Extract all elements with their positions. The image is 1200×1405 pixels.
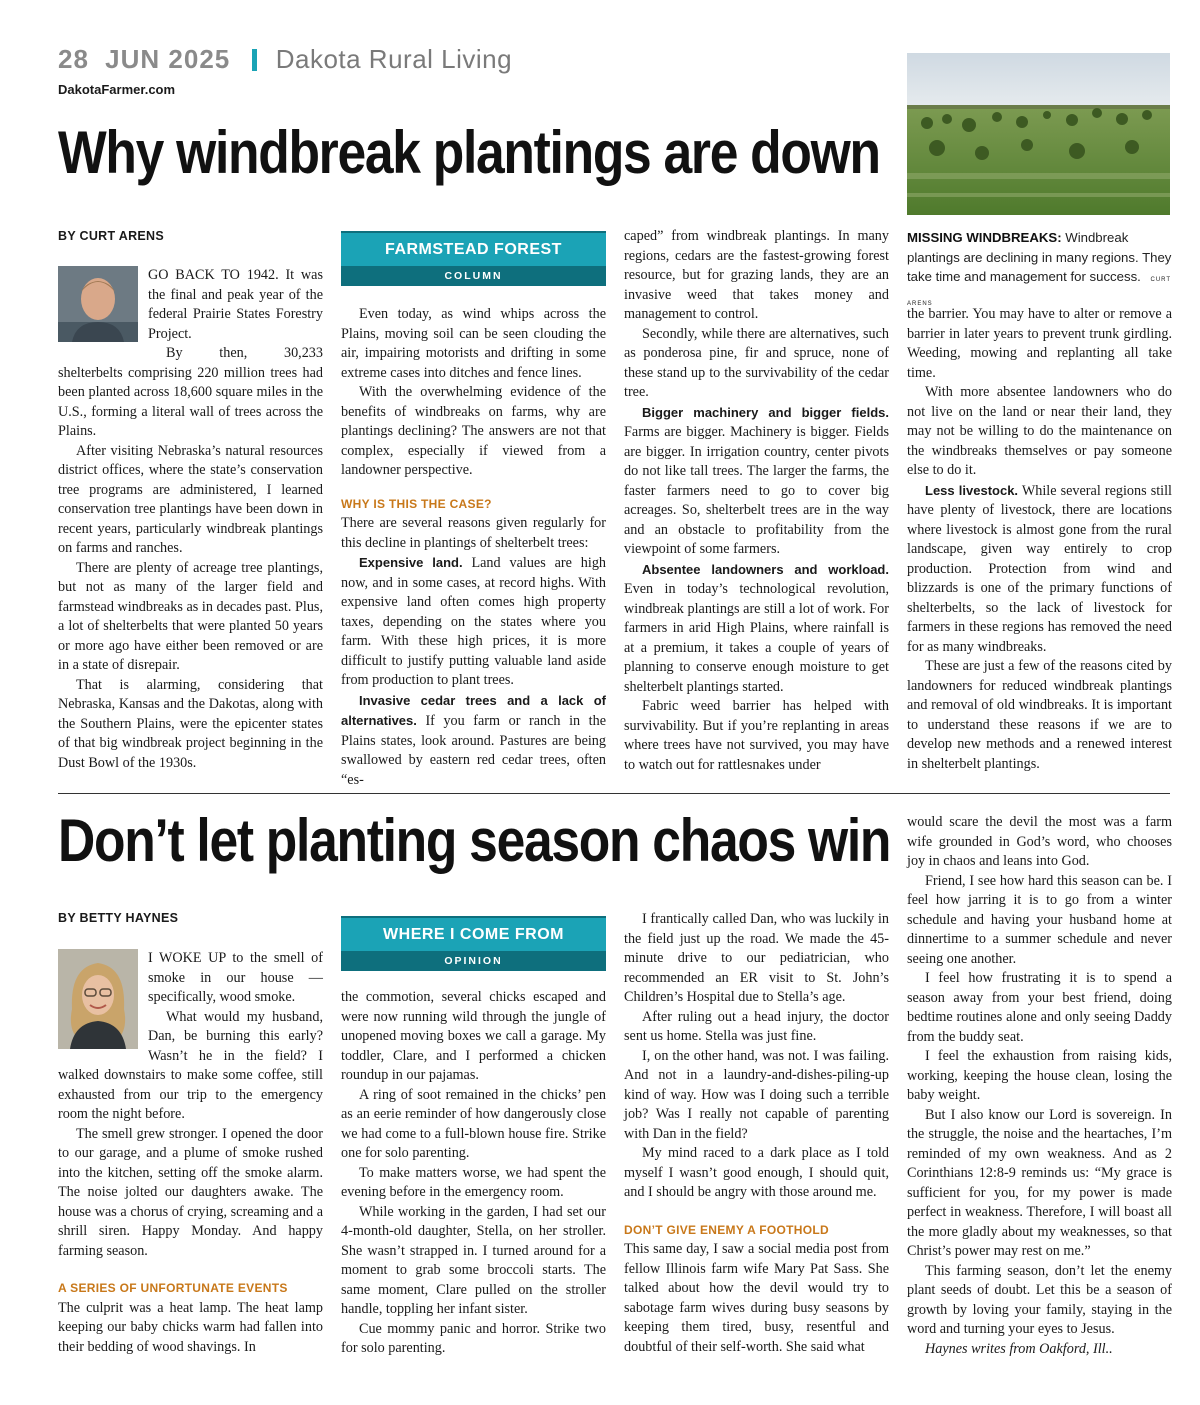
article1-byline: BY CURT ARENS [58, 229, 164, 243]
article1-text: Land values are high now, and in some cases, at record highs. With expensive land often comes high property taxes, depending on the states where you farm. With these high prices, it is more difficult to justify putting valuable land aside from production to plant trees. [341, 555, 607, 688]
subhead-series-of-unfortunate-events: A SERIES OF UNFORTUNATE EVENTS [58, 1281, 288, 1295]
subhead-dont-give-enemy-a-foothold: DON’T GIVE ENEMY A FOOTHOLD [624, 1222, 829, 1237]
page-number: 28 [58, 44, 89, 74]
article1-column-4 [907, 305, 1172, 774]
article2-byline: BY BETTY HAYNES [58, 911, 179, 925]
article2-paragraph: To make matters worse, we had spent the evening before in the emergency room. [341, 1164, 606, 1200]
header-divider [252, 49, 257, 71]
article1-paragraph [341, 553, 606, 691]
column-banner-where-i-come-from [341, 916, 606, 971]
article2-paragraph: the commotion, several chicks escaped and were now running wild through the jungle of unopened moving boxes we call a garage. My toddler, Clare, and I performed a chicken roundup in our pajamas. [341, 989, 606, 1083]
article2-column-3 [624, 910, 889, 1357]
article1-text: Even in today’s technological revolution, windbreak plantings are still a lot of work. For farmers in arid High Plains, where rainfall is at a premium, it takes a couple of years of planning to conserve enough moisture to get shelterbelt plantings started. [624, 581, 889, 695]
article1-column-1 [58, 266, 323, 773]
article2-column-4 [907, 813, 1172, 1359]
article1-paragraph: There are plenty of acreage tree plantings, but not as many of the larger field and farmstead windbreaks as in decades past. Plus, a lot of shelterbelts that were planted 50 years or more ago have either been removed or are in a state of disrepair. [58, 559, 323, 673]
article1-paragraph: There are several reasons given regularly for this decline in plantings of shelterbelt trees: [341, 515, 606, 551]
article2-paragraph: I WOKE UP to the smell of smoke in our house — specifically, wood smoke. [148, 950, 323, 1005]
article-divider [58, 793, 1170, 794]
article1-paragraph: Secondly, while there are alternatives, such as ponderosa pine, fir and spruce, none of these stand up to the survivability of the cedar tree. [624, 325, 889, 400]
article1-paragraph: GO BACK TO 1942. It was the final and peak year of the federal Prairie States Forestry Project. [148, 267, 323, 342]
article1-paragraph: With more absentee landowners who do not live on the land or near their land, they may not be willing to do the maintenance on the windbreaks themselves or pay someone else to do it. [907, 384, 1172, 478]
article2-title: Don’t let planting season chaos win [58, 807, 891, 874]
article2-paragraph: A ring of soot remained in the chicks’ pen as an eerie reminder of how dangerously close we had come to a full-blown house fire. Strike one for solo parenting. [341, 1086, 606, 1161]
article2-paragraph: While working in the garden, I had set our 4-month-old daughter, Stella, on her stroller. She wasn’t strapped in. I turned around for a moment to grab some broccoli starts. The same moment, Clare pulled on the stroller handle, toppling her infant sister. [341, 1203, 606, 1317]
article1-title: Why windbreak plantings are down [58, 119, 880, 186]
photo-credit: CURT ARENS [907, 277, 1171, 307]
article2-paragraph: I frantically called Dan, who was luckily in the field just up the road. We made the 45-minute drive to our pediatrician, who recommended an ER visit to St. John’s Children’s Hospital due to Stella’s age. [624, 911, 889, 1005]
article1-text: If you farm or ranch in the Plains states, look around. Pastures are being swallowed by eastern red cedar trees, often “es- [341, 713, 606, 788]
article1-paragraph: Fabric weed barrier has helped with survivability. But if you’re replanting in areas where trees have not survived, you may have to watch out for rattlesnakes under [624, 698, 889, 773]
article2-paragraph: Cue mommy panic and horror. Strike two for solo parenting. [341, 1320, 606, 1356]
article2-paragraph: But I also know our Lord is sovereign. In the struggle, the noise and the heartaches, I’m reminded of my own weakness. And as 2 Corinthians 12:8-9 reminds us: “My grace is sufficient for you, for my power is made perfect in weakness. Therefore, I will boast all the more gladly about my weaknesses, so that Christ’s power may rest on me.” [907, 1106, 1172, 1259]
article2-column-1 [58, 949, 323, 1357]
article2-paragraph: This farming season, don’t let the enemy plant seeds of doubt. Let this be a season of growth by loving your family, staying in the word and turning your eyes to Jesus. [907, 1262, 1172, 1337]
site-url[interactable]: DakotaFarmer.com [58, 82, 176, 97]
article1-text: While several regions still have plenty of livestock, there are locations where livestock is almost gone from the rural landscape, given way entirely to crop production. Protection from wind and blizzards is one of the primary functions of shelterbelts, so the lack of livestock for farmers in these regions has removed the need for as many windbreaks. [907, 482, 1172, 655]
subhead-why-is-this-the-case: WHY IS THIS THE CASE? [341, 496, 492, 511]
article1-paragraph [341, 691, 606, 791]
lead-less-livestock: Less livestock. [925, 482, 1019, 498]
caption-label: MISSING WINDBREAKS: [907, 230, 1062, 245]
column-banner-farmstead-forest [341, 231, 606, 286]
article2-paragraph: I feel how frustrating it is to spend a season away from your best friend, doing bedtime routines alone and only seeing Daddy from the buddy seat. [907, 970, 1172, 1045]
article1-paragraph: Even today, as wind whips across the Plains, moving soil can be seen clouding the air, impairing motorists and drifting in some extreme cases into ditches and fence lines. [341, 306, 606, 381]
article1-column-3 [624, 227, 889, 775]
article2-paragraph: After ruling out a head injury, the doctor sent us home. Stella was just fine. [624, 1008, 889, 1044]
banner-subtitle: OPINION [341, 951, 606, 971]
article1-paragraph: the barrier. You may have to alter or remove a barrier in later years to prevent trunk girdling. Weeding, mowing and replanting all take time. [907, 306, 1172, 381]
caption-text: Windbreak plantings are declining in many regions. They take time and management for success. [907, 230, 1172, 284]
article1-paragraph: By then, 30,233 shelterbelts comprising 220 million trees had been planted across 18,600 square miles in the U.S., forming a literal wall of trees across the Plains. [58, 345, 323, 439]
article1-paragraph [907, 481, 1172, 658]
banner-title: FARMSTEAD FOREST [341, 231, 606, 266]
author-portrait [58, 266, 138, 342]
article2-paragraph: I, on the other hand, was not. I was failing. And not in a laundry-and-dishes-piling-up kind of way. How was I doing such a terrible job? Was I really not capable of parenting with Dan in the field? [624, 1047, 889, 1142]
windbreak-landscape-photo [907, 53, 1170, 215]
author-portrait [58, 949, 138, 1049]
banner-subtitle: COLUMN [341, 266, 606, 286]
article1-text: Farms are bigger. Machinery is bigger. Fields are bigger. In irrigation country, center pivots do not like tall trees. The larger the farms, the faster farmers need to go to cover big acreages. So, shelterbelt trees are in the way and an obstacle to profitability from the viewpoint of some farmers. [624, 424, 889, 557]
article1-paragraph: After visiting Nebraska’s natural resources district offices, where the state’s conservation tree programs are administered, I learned conservation tree plantings have been down in recent years, particularly windbreak plantings on farms and ranches. [58, 442, 323, 556]
article2-paragraph: What would my husband, Dan, be burning this early? Wasn’t he in the field? I walked downstairs to make some coffee, still exhausted from our trip to the emergency room the night before. [58, 1008, 323, 1122]
article2-column-2 [341, 988, 606, 1359]
banner-title: WHERE I COME FROM [341, 916, 606, 951]
article1-paragraph [624, 560, 889, 698]
article1-paragraph: These are just a few of the reasons cited by landowners for reduced windbreak plantings and removal of old windbreaks. It is important to understand these reasons if we are to develop new methods and a renewed interest in shelterbelt plantings. [907, 658, 1172, 772]
article1-column-2 [341, 305, 606, 790]
page-header [58, 44, 512, 75]
lead-absentee-landowners: Absentee landowners and workload. [642, 561, 889, 577]
article2-paragraph: My mind raced to a dark place as I told myself I wasn’t good enough, I should quit, and I should be angry with those around me. [624, 1145, 889, 1200]
author-photo-curt-arens [58, 266, 138, 342]
lead-invasive-cedar: Invasive cedar trees and a lack of alternatives. [341, 692, 606, 728]
article2-paragraph: would scare the devil the most was a farm wife grounded in God’s word, who chooses joy in chaos and leans into God. [907, 814, 1172, 869]
article1-paragraph [624, 403, 889, 560]
author-signoff: Haynes writes from Oakford, Ill.. [925, 1340, 1113, 1357]
article2-paragraph: Friend, I see how hard this season can be. I feel how jarring it is to go from a winter schedule and having your husband home at dinnertime to a summer schedule and never seeing one another. [907, 872, 1172, 967]
section-name: Dakota Rural Living [275, 44, 513, 74]
article1-paragraph: With the overwhelming evidence of the benefits of windbreaks on farms, why are plantings declining? The answers are not that complex, especially if viewed from a landowner perspective. [341, 384, 606, 478]
author-photo-betty-haynes [58, 949, 138, 1049]
article2-paragraph: The culprit was a heat lamp. The heat lamp keeping our baby chicks warm had fallen into their bedding of wood shavings. In [58, 1299, 323, 1355]
article2-paragraph: The smell grew stronger. I opened the door to our garage, and a plume of smoke rushed into the kitchen, setting off the smoke alarm. The noise jolted our daughters awake. The house was a chorus of crying, screaming and a shrill siren. Happy Monday. And happy farming season. [58, 1125, 323, 1259]
issue-date: JUN 2025 [105, 44, 231, 74]
article1-paragraph: That is alarming, considering that Nebraska, Kansas and the Dakotas, along with the Southern Plains, were the epicenter states of that big windbreak project beginning in the Dust Bowl of the 1930s. [58, 676, 323, 771]
lead-bigger-machinery: Bigger machinery and bigger fields. [642, 404, 889, 420]
article2-paragraph: This same day, I saw a social media post from fellow Illinois farm wife Mary Pat Sass. She talked about how the devil would try to sabotage farm wives during busy seasons by keeping them tired, busy, resentful and doubtful of their self-worth. She said what [624, 1241, 889, 1355]
article2-paragraph: I feel the exhaustion from raising kids, working, keeping the house clean, losing the baby weight. [907, 1048, 1172, 1103]
lead-expensive-land: Expensive land. [359, 555, 463, 570]
landscape-image [907, 53, 1170, 215]
photo-caption [907, 228, 1172, 314]
article1-paragraph: caped” from windbreak plantings. In many regions, cedars are the fastest-growing forest resource, but for grazing lands, they are an invasive weed that takes money and management to control. [624, 228, 889, 322]
